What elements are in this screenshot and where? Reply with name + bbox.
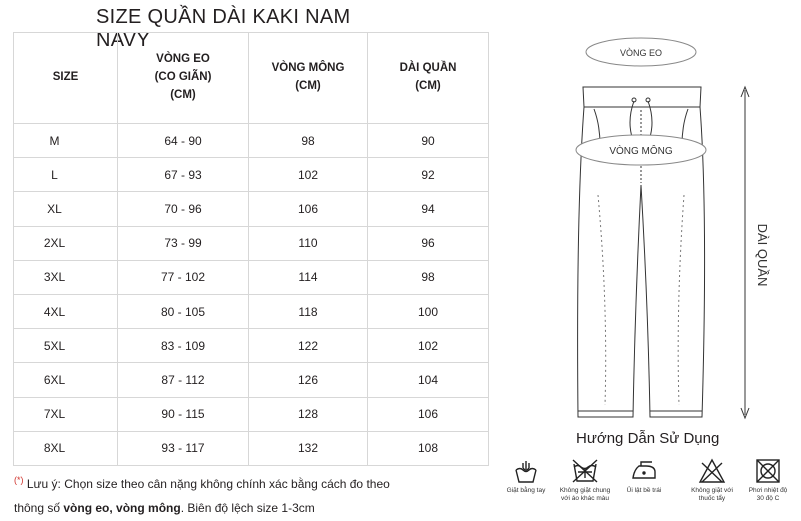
cell-waist: 93 - 117 [118, 431, 249, 465]
table-row [14, 158, 489, 192]
header-waist-unit: (CM) [170, 88, 196, 101]
cell-size: 6XL [14, 363, 118, 397]
header-hip [249, 33, 368, 124]
care-caption: Không giặt với thuốc tẩy [691, 487, 733, 502]
length-label: DÀI QUẦN [755, 223, 770, 287]
seam-right [678, 195, 684, 405]
table-row [14, 329, 489, 363]
header-length-label: DÀI QUẦN [399, 62, 457, 75]
cell-size: 4XL [14, 294, 118, 328]
table-row [14, 192, 489, 226]
size-table [13, 32, 489, 466]
waist-label: VÒNG EO [619, 48, 663, 58]
hand-wash-icon [513, 458, 539, 484]
cell-size: 2XL [14, 226, 118, 260]
hip-label: VÒNG MÔNG [609, 146, 673, 157]
cell-hip: 114 [249, 260, 368, 294]
care-item-iron [614, 458, 674, 495]
table-row [14, 294, 489, 328]
care-item-wash-separately [555, 458, 615, 503]
header-waist [118, 33, 249, 124]
usage-guide-title: Hướng Dẫn Sử Dụng [576, 430, 720, 447]
cell-length: 106 [368, 397, 489, 431]
cell-hip: 118 [249, 294, 368, 328]
header-waist-sub: (CO GIÃN) [154, 71, 212, 84]
care-caption: Ủi lật bề trái [626, 487, 662, 494]
cell-size: 3XL [14, 260, 118, 294]
cell-size: 8XL [14, 431, 118, 465]
header-length [368, 33, 489, 124]
care-caption: Giặt bằng tay [506, 487, 546, 494]
note-marker: (*) [14, 475, 24, 485]
cell-length: 94 [368, 192, 489, 226]
cell-hip: 98 [249, 124, 368, 158]
cell-length: 108 [368, 431, 489, 465]
header-size-label: SIZE [52, 71, 79, 84]
dry-shade-icon [755, 458, 781, 484]
cell-size: 5XL [14, 329, 118, 363]
header-length-unit: (CM) [415, 80, 441, 92]
cell-hip: 132 [249, 431, 368, 465]
size-note [14, 472, 484, 520]
care-caption: Không giặt chung với áo khác màu [559, 487, 611, 502]
seam-left [598, 195, 606, 405]
cell-hip: 102 [249, 158, 368, 192]
cell-hip: 122 [249, 329, 368, 363]
cell-size: L [14, 158, 118, 192]
cell-size: M [14, 124, 118, 158]
table-header-row [14, 33, 489, 124]
cell-waist: 80 - 105 [118, 294, 249, 328]
header-size [14, 33, 118, 124]
table-row [14, 124, 489, 158]
cell-waist: 73 - 99 [118, 226, 249, 260]
trousers-diagram [498, 15, 801, 435]
table-row [14, 397, 489, 431]
cell-waist: 67 - 93 [118, 158, 249, 192]
header-hip-unit: (CM) [295, 80, 321, 92]
cell-waist: 87 - 112 [118, 363, 249, 397]
cell-hip: 128 [249, 397, 368, 431]
header-waist-label: VÒNG EO [156, 53, 210, 66]
cell-size: XL [14, 192, 118, 226]
cell-length: 96 [368, 226, 489, 260]
cell-waist: 64 - 90 [118, 124, 249, 158]
care-caption: Phơi nhiệt độ 30 độ C [748, 487, 788, 502]
header-hip-label: VÒNG MÔNG [271, 62, 345, 75]
iron-icon [630, 458, 658, 484]
table-row [14, 431, 489, 465]
table-body [14, 124, 489, 466]
care-item-dry [738, 458, 798, 503]
note-line-2-bold: vòng eo, vòng mông [63, 501, 181, 515]
note-line-2-pre: thông số [14, 501, 64, 515]
cell-length: 90 [368, 124, 489, 158]
cell-hip: 110 [249, 226, 368, 260]
cell-length: 104 [368, 363, 489, 397]
wash-separately-icon [571, 458, 599, 484]
cell-waist: 70 - 96 [118, 192, 249, 226]
note-line-2-post: . Biên độ lệch size 1-3cm [180, 501, 315, 515]
table-row [14, 226, 489, 260]
no-bleach-icon [698, 458, 726, 484]
table-row [14, 260, 489, 294]
cell-length: 98 [368, 260, 489, 294]
cell-waist: 83 - 109 [118, 329, 249, 363]
care-item-hand-wash [496, 458, 556, 495]
cell-length: 92 [368, 158, 489, 192]
cell-size: 7XL [14, 397, 118, 431]
cell-hip: 126 [249, 363, 368, 397]
cell-hip: 106 [249, 192, 368, 226]
cell-waist: 77 - 102 [118, 260, 249, 294]
waistband [583, 87, 701, 107]
page-title: SIZE QUẦN DÀI KAKI NAM NAVY [96, 6, 351, 51]
cell-length: 102 [368, 329, 489, 363]
cell-waist: 90 - 115 [118, 397, 249, 431]
note-line-1: Lưu ý: Chọn size theo cân nặng không chính xác bằng cách đo theo [26, 477, 390, 491]
cell-length: 100 [368, 294, 489, 328]
table-row [14, 363, 489, 397]
care-item-no-bleach [682, 458, 742, 503]
